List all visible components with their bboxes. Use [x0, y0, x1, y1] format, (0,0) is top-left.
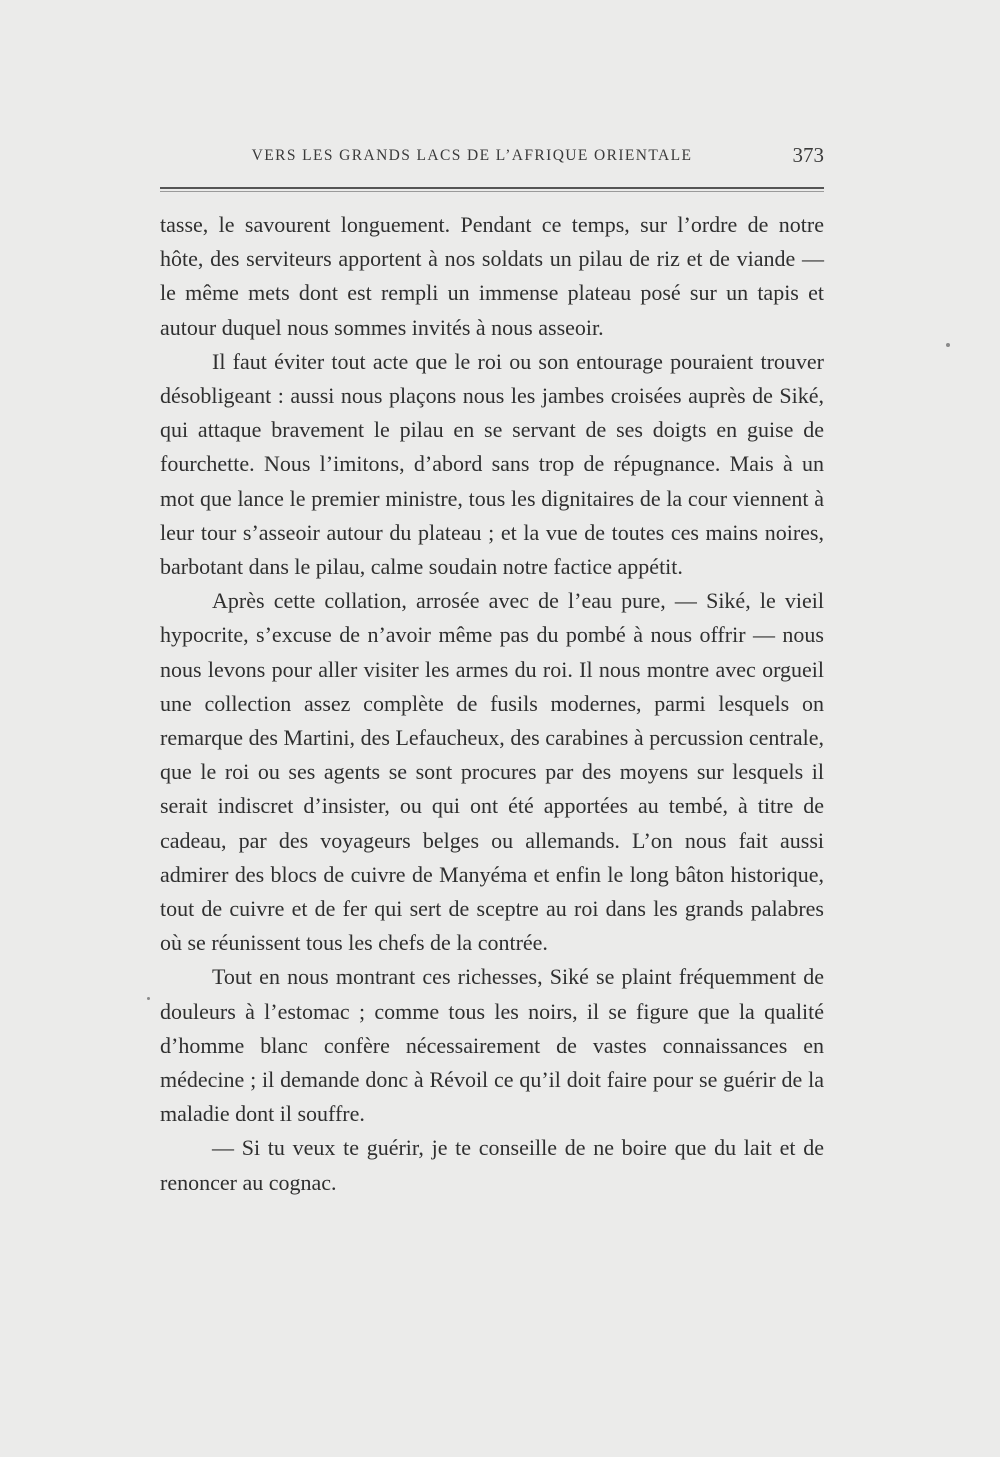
body-text	[160, 208, 824, 1200]
page-header	[160, 143, 824, 173]
running-title: VERS LES GRANDS LACS DE L’AFRIQUE ORIENTALE	[251, 147, 693, 164]
paragraph-3: Après cette collation, arrosée avec de l’eau pure, — Siké, le vieil hypocrite, s’excuse de n’avoir même pas du pombé à nous offrir — nous nous levons pour aller visiter les armes du roi. Il nous montre avec orgueil une collection assez complète de fusils modernes, parmi lesquels on remarque des Martini, des Lefaucheux, des carabines à percussion centrale, que le roi ou ses agents se sont procures par des moyens sur lesquels il serait indiscret d’insister, ou qui ont été apportées au tembé, à titre de cadeau, par des voyageurs belges ou allemands. L’on nous fait aussi admirer des blocs de cuivre de Manyéma et enfin le long bâton historique, tout de cuivre et de fer qui sert de sceptre au roi dans les grands palabres où se réunissent tous les chefs de la contrée.	[160, 588, 824, 956]
paragraph-2: Il faut éviter tout acte que le roi ou son entourage pouraient trouver désobligeant : aussi nous plaçons nous les jambes croisées auprès de Siké, qui attaque bravement le pilau en se servant de ses doigts en guise de fourchette. Nous l’imitons, d’abord sans trop de répugnance. Mais à un mot que lance le premier ministre, tous les dignitaires de la cour viennent à leur tour s’asseoir autour du plateau ; et la vue de toutes ces mains noires, barbotant dans le pilau, calme soudain notre factice appétit.	[160, 348, 824, 580]
paragraph-1: tasse, le savourent longuement. Pendant ce temps, sur l’ordre de notre hôte, des serviteurs apportent à nos soldats un pilau de riz et de viande — le même mets dont est rempli un immense plateau posé sur un tapis et autour duquel nous sommes invités à nous asseoir.	[160, 212, 824, 340]
page-number: 373	[792, 143, 824, 167]
ink-speck	[147, 997, 150, 1000]
paragraph-4: Tout en nous montrant ces richesses, Siké se plaint fréquemment de douleurs à l’estomac ; comme tous les noirs, il se figure que la qualité d’homme blanc confère nécessairement de vastes connaissances en médecine ; il demande donc à Révoil ce qu’il doit faire pour se guérir de la maladie dont il souffre.	[160, 964, 824, 1127]
paragraph-5: — Si tu veux te guérir, je te conseille de ne boire que du lait et de renoncer au cognac.	[160, 1135, 824, 1195]
header-rule	[160, 187, 824, 189]
ink-speck	[946, 343, 950, 347]
